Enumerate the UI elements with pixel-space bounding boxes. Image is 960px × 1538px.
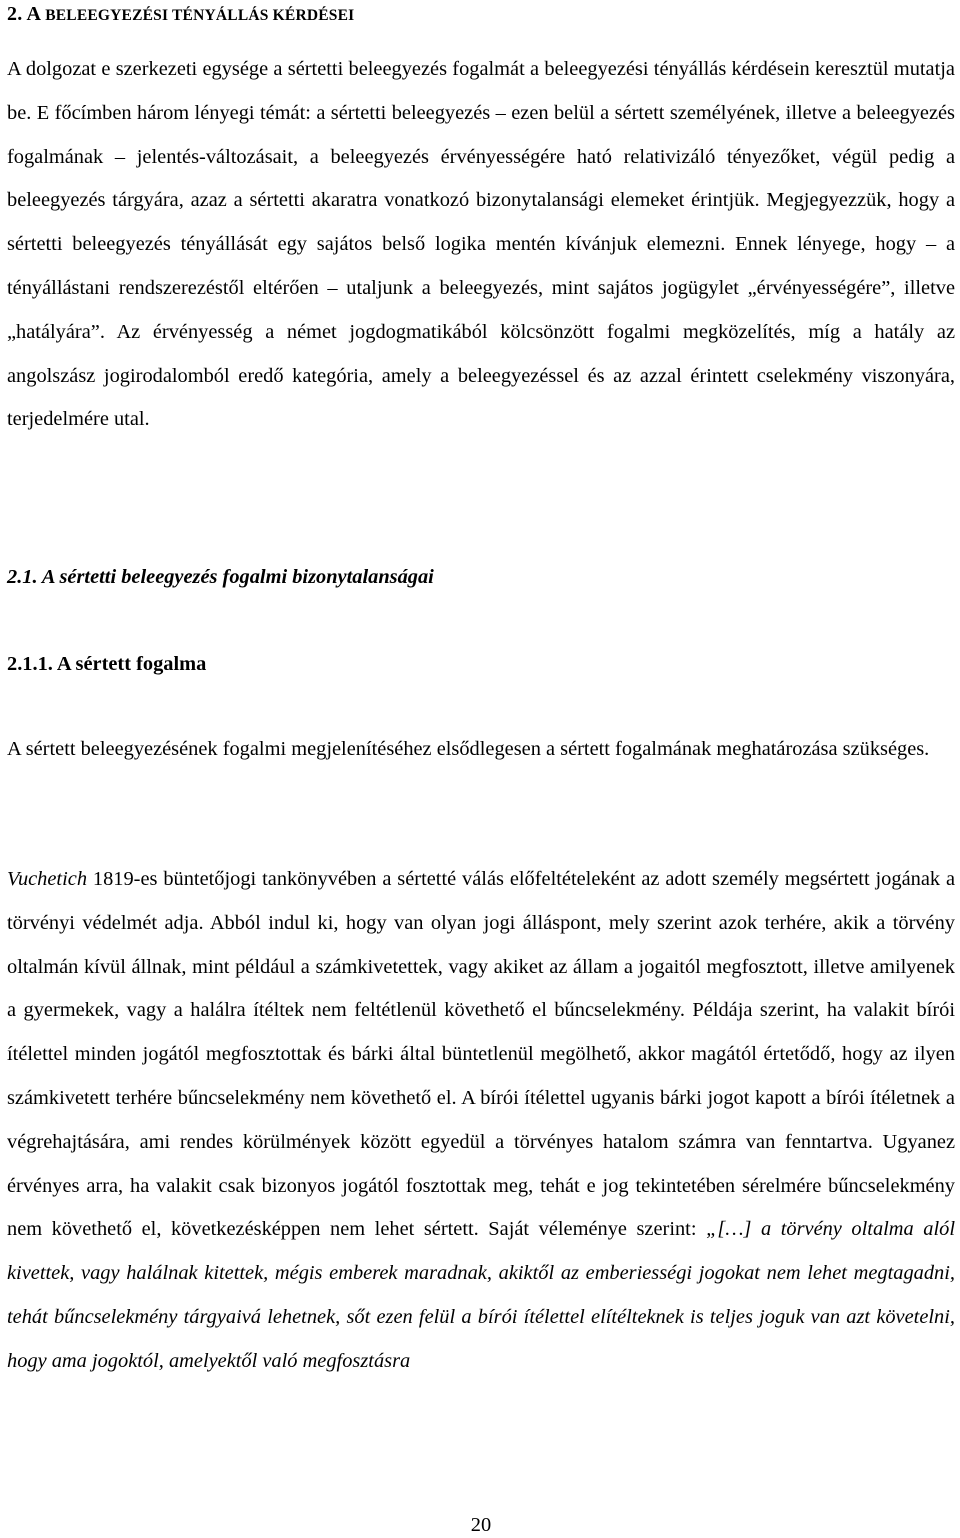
chapter-title-text: BELEEGYEZÉSI TÉNYÁLLÁS KÉRDÉSEI xyxy=(41,7,355,24)
section-heading-2-1: 2.1. A sértetti beleegyezés fogalmi bizonytalanságai xyxy=(7,566,434,588)
chapter-number: 2. A xyxy=(7,3,42,25)
vuchetich-quote: „[…] a törvény oltalma alól kivettek, vagy halálnak kitettek, mégis emberek maradnak, akiktől az emberiességi jogokat nem lehet megtagadni, tehát bűncselekmény tárgyaivá lehetnek, sőt ezen felül a bírói ítélettel elítélteknek is teljes joguk van azt követelni, hogy ama jogoktól, amelyektől való megfosztásra xyxy=(7,1218,955,1372)
vuchetich-paragraph xyxy=(7,858,955,1384)
section-heading-2-1-1: 2.1.1. A sértett fogalma xyxy=(7,653,207,675)
author-name: Vuchetich xyxy=(7,868,88,890)
chapter-title xyxy=(7,2,354,28)
definition-paragraph: A sértett beleegyezésének fogalmi megjelenítéséhez elsődlegesen a sértett fogalmának meghatározása szükséges. xyxy=(7,738,930,760)
vuchetich-text: 1819-es büntetőjogi tankönyvében a sértetté válás előfeltételeként az adott személy megsértett jogának a törvényi védelmét adja. Abból indul ki, hogy van olyan jogi álláspont, mely szerint azok terhére, akik a törvény oltalmán kívül állnak, mint például a számkivetettek, vagy akiket az állam a jogaitól megfosztott, illetve amilyenek a gyermekek, vagy a halálra ítéltek nem feltétlenül követhető el bűncselekmény. Példája szerint, ha valakit bírói ítélettel minden jogától megfosztottak és bárki által büntetlenül megölhető, akkor magától értetődő, hogy az ilyen számkivetett terhére bűncselekmény nem követhető el. A bírói ítélettel ugyanis bárki jogot kapott a bírói ítéletnek a végrehajtására, ami rendes körülmények között egyedül a törvényes hatalom számra van fenntartva. Ugyanez érvényes arra, ha valakit csak bizonyos jogától fosztottak meg, tehát e jog tekintetében sérelmére bűncselekmény nem követhető el, következésképpen nem lehet sértett. Saját véleménye szerint: xyxy=(7,868,955,1241)
intro-paragraph: A dolgozat e szerkezeti egysége a sértetti beleegyezés fogalmát a beleegyezési tényállás kérdésein keresztül mutatja be. E főcímben három lényegi témát: a sértetti beleegyezés – ezen belül a sértett személyének, illetve a beleegyezés fogalmának – jelentés-változásait, a beleegyezés érvényességére ható relativizáló tényezőket, végül pedig a beleegyezés tárgyára, azaz a sértetti akaratra vonatkozó bizonytalansági elemeket érintjük. Megjegyezzük, hogy a sértetti beleegyezés tényállását egy sajátos belső logika mentén kívánjuk elemezni. Ennek lényege, hogy – a tényállástani rendszerezéstől eltérően – utaljunk a beleegyezés, mint sajátos jogügylet „érvényességére”, illetve „hatályára”. Az érvényesség a német jogdogmatikából kölcsönzött fogalmi megközelítés, míg a hatály az angolszász jogirodalomból eredő kategória, amely a beleegyezéssel és az azzal érintett cselekmény viszonyára, terjedelmére utal. xyxy=(7,58,955,431)
page-number: 20 xyxy=(470,1514,492,1536)
